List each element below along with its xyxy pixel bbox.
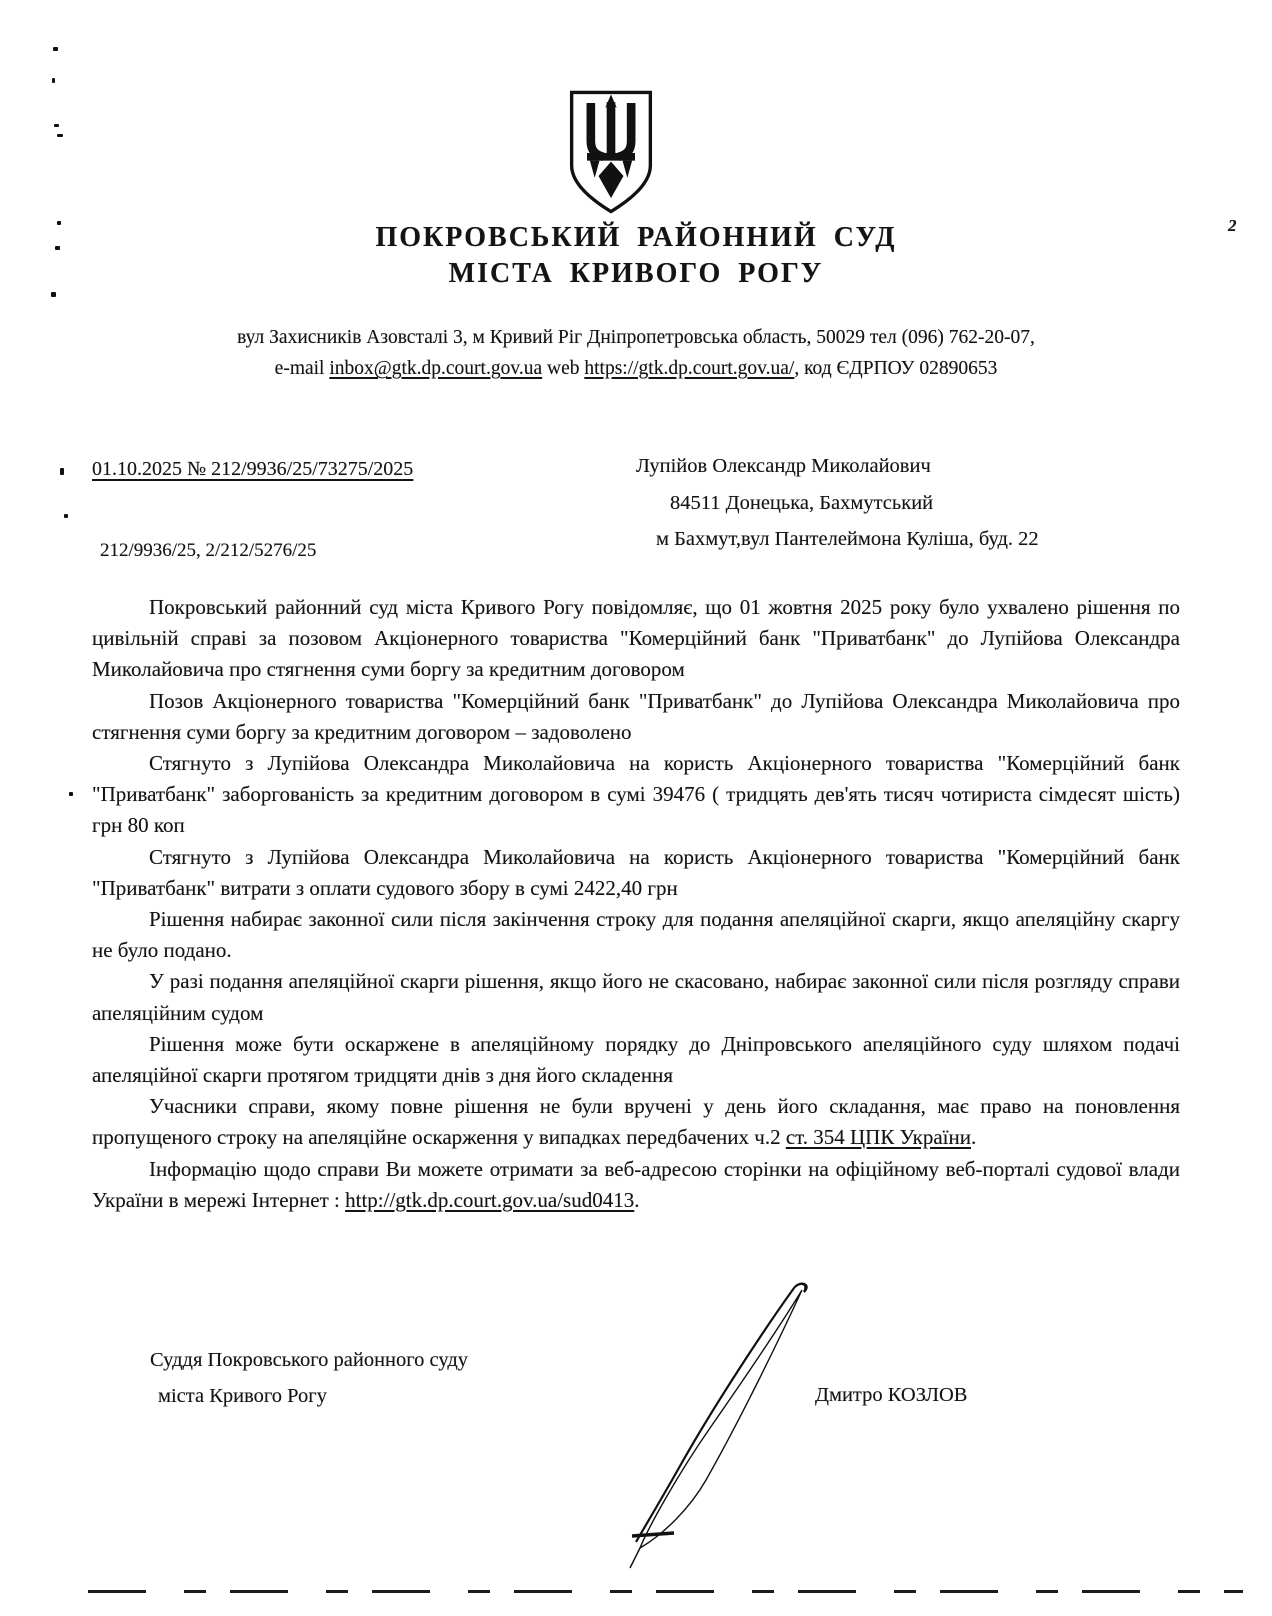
text-segment: Інформацію щодо справи Ви можете отримати за веб-адресою сторінки на офіційному веб-порталі судової влади України в мережі Інтернет : [92, 1156, 1180, 1212]
text-segment: Позов Акціонерного товариства "Комерційний банк "Приватбанк" до Лупійова Олександра Миколайовича про стягнення суми боргу за кредитним договором – задоволено [92, 688, 1180, 744]
paragraph [92, 904, 1180, 966]
signature-title-line1: Суддя Покровського районного суду [150, 1349, 469, 1371]
text-segment: . [970, 1125, 977, 1150]
text-segment: e-mail [274, 358, 330, 379]
underlined-text: http://gtk.dp.court.gov.ua/sud0413 [345, 1187, 635, 1212]
scan-speck [64, 514, 68, 518]
recipient-address-line2: м Бахмут,вул Пантелеймона Куліша, буд. 22 [656, 528, 1039, 550]
page-bottom-edge-artifact [88, 1590, 1243, 1593]
case-numbers: 212/9936/25, 2/212/5276/25 [100, 540, 317, 561]
recipient-name: Лупійов Олександр Миколайович [636, 455, 931, 477]
court-name-line1: ПОКРОВСЬКИЙ РАЙОННИЙ СУД [375, 222, 897, 253]
ukraine-trident-emblem-icon [563, 86, 659, 218]
text-segment: . [634, 1187, 640, 1212]
text-segment: Учасники справи, якому повне рішення не були вручені у день його складання, має право на поновлення пропущеного строку на апеляційне оскарження у випадках передбачених ч.2 [92, 1094, 1180, 1150]
paragraph [92, 1029, 1180, 1091]
paragraph [92, 1154, 1180, 1216]
paragraph [92, 842, 1180, 904]
text-segment: Рішення може бути оскаржене в апеляційному порядку до Дніпровського апеляційного суду шляхом подачі апеляційної скарги протягом тридцяти днів з дня його складення [92, 1031, 1180, 1088]
paragraph [92, 748, 1180, 842]
scan-speck [52, 78, 55, 83]
scan-speck [57, 134, 63, 137]
court-address-line: вул Захисників Азовсталі 3, м Кривий Ріг Дніпропетровська область, 50029 тел (096) 762-20-07, [237, 327, 1035, 348]
scan-speck [69, 792, 73, 796]
scan-speck [53, 47, 58, 51]
text-segment: Стягнуто з Лупійова Олександра Миколайовича на користь Акціонерного товариства "Комерційний банк "Приватбанк" заборгованість за кредитним договором в сумі 39476 ( тридцять дев'ять тисяч чотириста сімдесят шість) грн 80 коп [92, 751, 1180, 838]
judge-signature-icon [618, 1278, 868, 1573]
body-paragraphs [92, 592, 1180, 1216]
scan-speck [51, 292, 56, 297]
scan-speck [60, 468, 64, 475]
scan-speck [57, 221, 61, 225]
underlined-text: ст. 354 ЦПК України [785, 1125, 971, 1150]
text-segment: У разі подання апеляційної скарги рішення, якщо його не скасовано, набирає законної сили після розгляду справи апеляційним судом [92, 969, 1180, 1025]
court-name-line2: МІСТА КРИВОГО РОГУ [448, 258, 824, 289]
paragraph [92, 1091, 1180, 1153]
page-number: 2 [1228, 216, 1237, 235]
paragraph [92, 966, 1180, 1028]
outgoing-ref-number: 01.10.2025 № 212/9936/25/73275/2025 [92, 458, 414, 480]
underlined-text: https://gtk.dp.court.gov.ua/ [584, 358, 795, 379]
recipient-address-line1: 84511 Донецька, Бахмутський [670, 491, 934, 514]
text-segment: , код ЄДРПОУ 02890653 [794, 358, 998, 379]
scan-speck [54, 124, 59, 127]
signature-title-line2: міста Кривого Рогу [158, 1385, 327, 1407]
underlined-text: inbox@gtk.dp.court.gov.ua [329, 358, 543, 379]
text-segment: Покровський районний суд міста Кривого Рогу повідомляє, що 01 жовтня 2025 року було ухвалено рішення по цивільній справі за позовом Акціонерного товариства "Комерційний банк "Приватбанк" до Лупійова Олександра Миколайовича про стягнення суми боргу за кредитним договором [92, 595, 1180, 682]
paragraph [92, 686, 1180, 748]
text-segment: Стягнуто з Лупійова Олександра Миколайовича на користь Акціонерного товариства "Комерційний банк "Приватбанк" витрати з оплати судового збору в сумі 2422,40 грн [92, 844, 1180, 900]
signature-title [150, 1342, 468, 1414]
court-name [0, 220, 1272, 292]
scan-speck [55, 246, 60, 250]
text-segment: Рішення набирає законної сили після закінчення строку для подання апеляційної скарги, якщо апеляційну скаргу не було подано. [92, 907, 1180, 963]
text-segment: web [542, 358, 585, 379]
judge-name: Дмитро КОЗЛОВ [815, 1384, 968, 1406]
paragraph [92, 592, 1180, 686]
court-contact-block [0, 322, 1272, 384]
contact-line [0, 353, 1272, 384]
recipient-block [636, 448, 1039, 558]
